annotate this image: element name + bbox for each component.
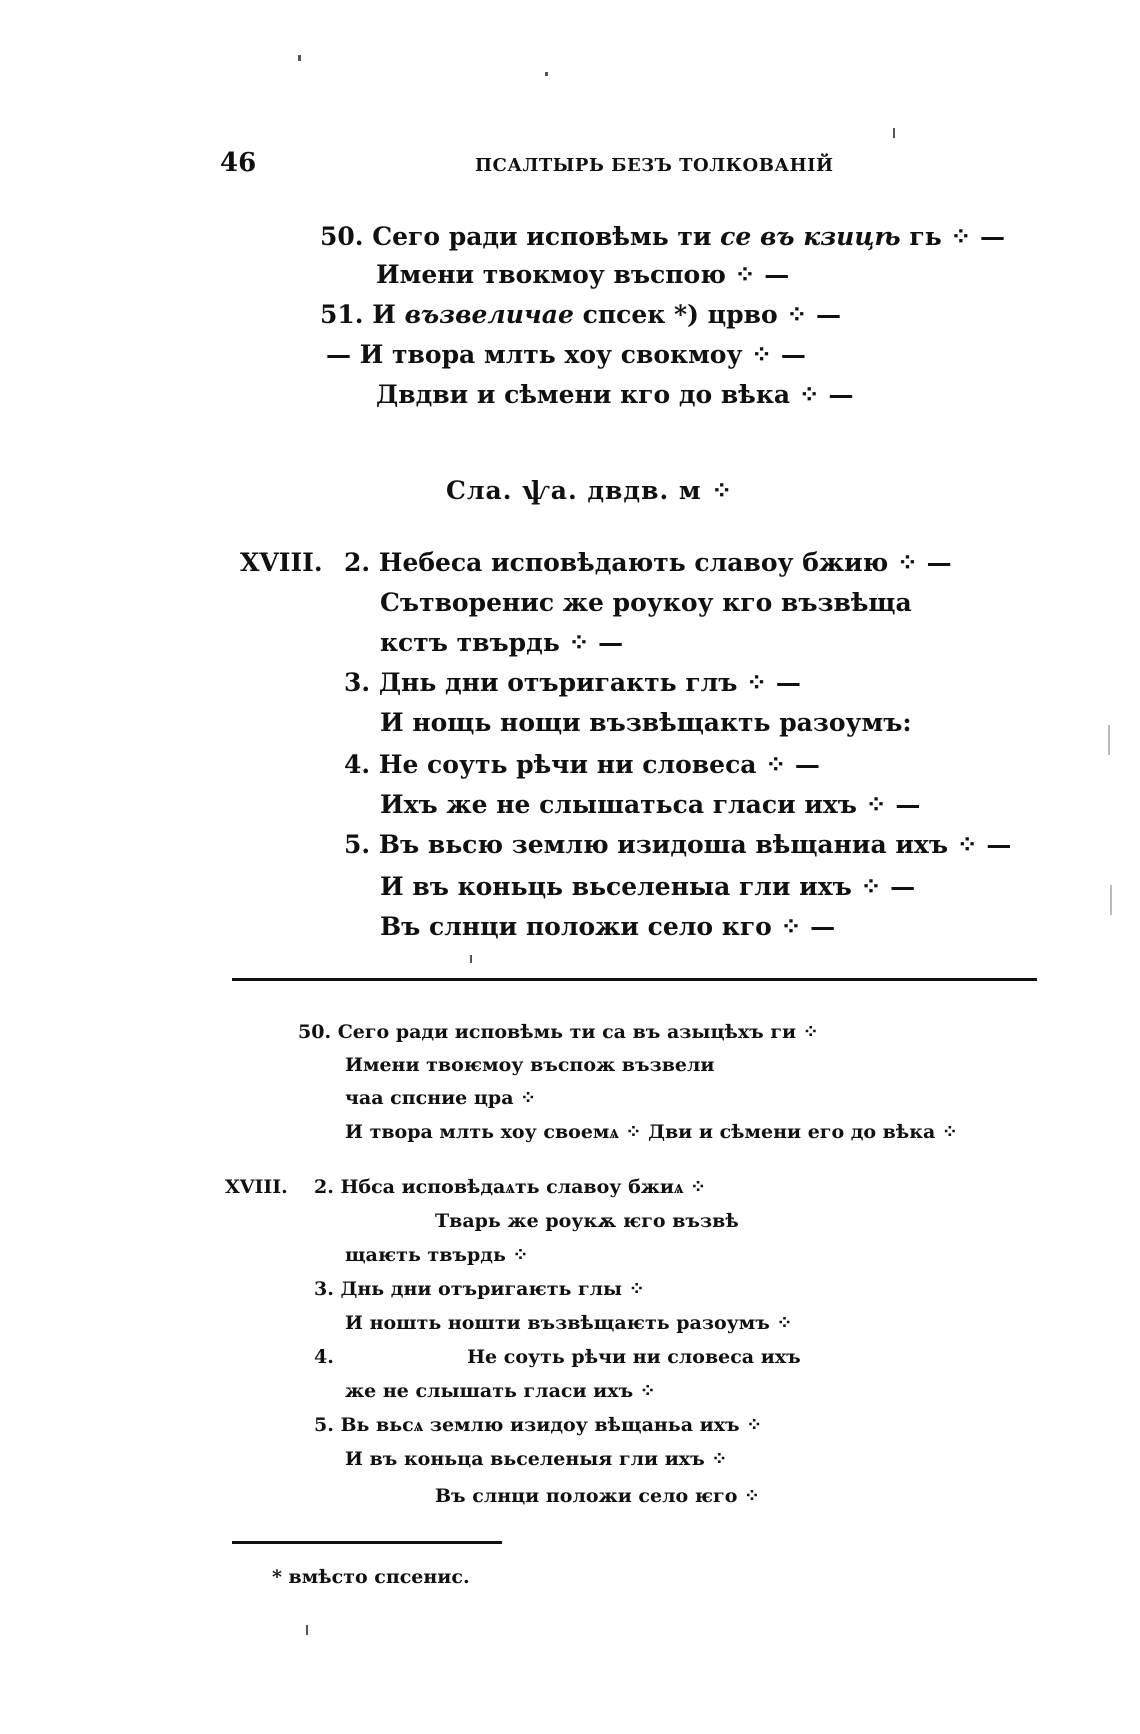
footnote: * вмѣсто спсенис.: [272, 1566, 470, 1588]
verse-line: Имени твокмоу въспою ⁘ —: [376, 260, 790, 289]
scan-speck: [306, 1625, 308, 1635]
variant-line: И ношть ношти възвѣщаѥть разоумъ ⁘: [345, 1312, 793, 1334]
verse-line: 3. Днь дни отъригакть глъ ⁘ —: [344, 668, 801, 697]
verse-line: Сътворенис же роукоу кго възвѣща: [380, 588, 912, 617]
running-title: ПСАЛТЫРЬ БЕЗЪ ТОЛКОВАНІЙ: [475, 155, 834, 176]
page-number: 46: [220, 148, 257, 178]
verse-line: И нощь нощи възвѣщакть разоумъ:: [380, 708, 912, 737]
variant-line: щаѥть твърдь ⁘: [345, 1244, 529, 1266]
verse-line: Двдви и сѣмени кго до вѣка ⁘ —: [376, 380, 854, 409]
verse-line: 50. Сего ради исповѣмь ти се въ кзицѣ гь ⁘ —: [320, 222, 1006, 251]
variant-line: Тварь же роукѫ ѥго възвѣ: [435, 1210, 739, 1232]
scan-speck: [298, 55, 301, 61]
variant-line: И въ коньца вьселеныя гли ихъ ⁘: [345, 1448, 728, 1470]
variant-line: И твора млть хоу своемѧ ⁘ Дви и сѣмени его до вѣка ⁘: [345, 1121, 958, 1143]
variant-line: 2. Нбса исповѣдаѧть славоу бжиѧ ⁘: [314, 1176, 707, 1198]
verse-line: 4. Не соуть рѣчи ни словеса ⁘ —: [344, 750, 820, 779]
variant-line: Имени твоѥмоу въспож възвели: [345, 1054, 715, 1076]
variant-line: 5. Вь вьсѧ землю изидоу вѣщаньа ихъ ⁘: [314, 1414, 763, 1436]
verse-line: 51. И възвеличае спсек *) црво ⁘ —: [320, 300, 841, 329]
chapter-number: XVIII.: [240, 548, 323, 577]
variant-line: 50. Сего ради исповѣмь ти са въ азыцѣхъ ги ⁘: [298, 1021, 819, 1043]
scan-speck: [1108, 725, 1110, 755]
slava-line: Сла. ѱа. двдв. м ⁘: [446, 476, 734, 505]
verse-line: — И твора млть хоу свокмоу ⁘ —: [326, 340, 806, 369]
verse-line: кстъ твърдь ⁘ —: [380, 628, 624, 657]
scan-speck: [470, 955, 472, 963]
chapter-number: XVIII.: [225, 1176, 288, 1198]
variant-line: 3. Днь дни отъригаѥть глы ⁘: [314, 1278, 645, 1300]
verse-line: 5. Въ вьсю землю изидоша вѣщаниа ихъ ⁘ —: [344, 830, 1012, 859]
scan-speck: [545, 72, 548, 76]
section-divider: [232, 978, 1037, 981]
verse-line: И въ коньць вьселеныа гли ихъ ⁘ —: [380, 872, 916, 901]
variant-line: Въ слнци положи село ѥго ⁘: [435, 1485, 760, 1507]
variant-line: же не слышать гласи ихъ ⁘: [345, 1380, 656, 1402]
variant-line: чаа спсние цра ⁘: [345, 1087, 537, 1109]
verse-line: 2. Небеса исповѣдають славоу бжию ⁘ —: [344, 548, 952, 577]
verse-line: Въ слнци положи село кго ⁘ —: [380, 912, 836, 941]
scan-speck: [893, 128, 895, 138]
verse-line: Ихъ же не слышатьса гласи ихъ ⁘ —: [380, 790, 921, 819]
variant-line: 4. Не соуть рѣчи ни словеса ихъ: [314, 1346, 801, 1368]
scan-speck: [1110, 885, 1112, 915]
footnote-rule: [232, 1541, 502, 1544]
